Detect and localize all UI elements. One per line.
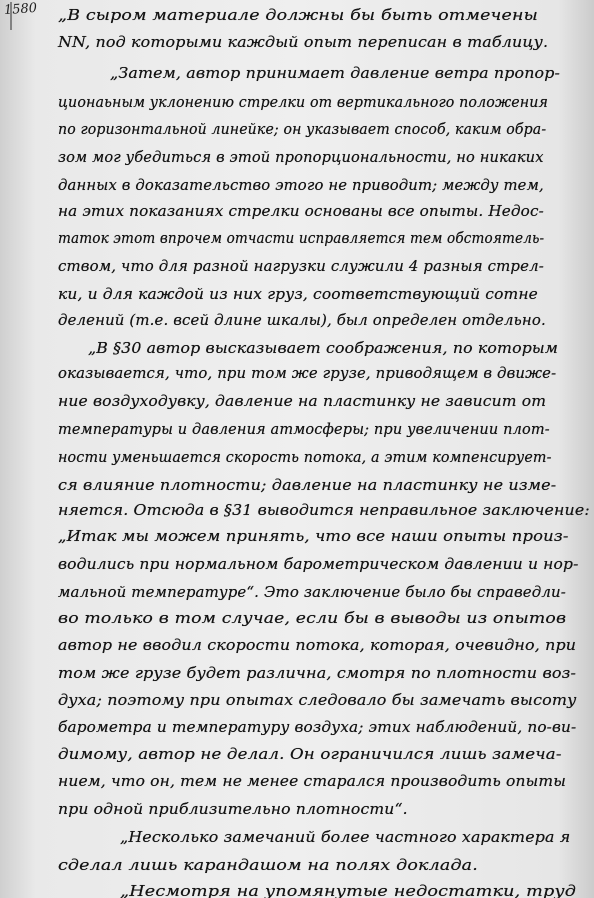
text-line: оказывается, что, при том же грузе, приводящем в движе- xyxy=(58,364,557,382)
text-line: мальной температуре“. Это заключение было бы справедли- xyxy=(58,583,567,601)
text-line: таток этот впрочем отчасти исправляется тем обстоятель- xyxy=(58,229,545,247)
text-line: „Несмотря на упомянутые недостатки, труд xyxy=(120,882,577,898)
text-line: NN, под которыми каждый опыт переписан в таблицу. xyxy=(58,33,549,51)
text-line: „Итак мы можем принять, что все наши опыты произ- xyxy=(58,527,569,545)
text-line: при одной приблизительно плотности“. xyxy=(58,800,408,818)
text-line: ся влияние плотности; давление на пластинку не изме- xyxy=(58,476,557,494)
text-line: данных в доказательство этого не приводит; между тем, xyxy=(58,176,544,194)
text-line: „В §30 автор высказывает соображения, по которым xyxy=(88,339,559,357)
text-line: ности уменьшается скорость потока, а этим компенсирует- xyxy=(58,448,552,466)
text-line: няется. Отсюда в §31 выводится неправильное заключение: xyxy=(58,501,590,519)
text-line: во только в том случае, если бы в выводы из опытов xyxy=(58,609,567,627)
text-line: „Затем, автор принимает давление ветра пропор- xyxy=(110,64,561,82)
text-line: водились при нормальном барометрическом давлении и нор- xyxy=(58,555,579,573)
text-line: нием, что он, тем не менее старался производить опыты xyxy=(58,772,567,790)
text-line: духа; поэтому при опытах следовало бы замечать высоту xyxy=(58,691,577,709)
text-line: автор не вводил скорости потока, которая, очевидно, при xyxy=(58,636,577,654)
text-line: димому, автор не делал. Он ограничился лишь замеча- xyxy=(58,745,562,763)
text-line: ки, и для каждой из них груз, соответствующий сотне xyxy=(58,285,538,303)
text-line: ством, что для разной нагрузки служили 4 разныя стрел- xyxy=(58,257,544,275)
text-line: „В сыром материале должны бы быть отмечены xyxy=(58,6,538,24)
text-line: температуры и давления атмосферы; при увеличении плот- xyxy=(58,420,550,438)
text-line: сделал лишь карандашом на полях доклада. xyxy=(58,856,478,874)
margin-note: 1580 xyxy=(3,0,38,19)
text-line: ционаьным уклонению стрелки от вертикального положения xyxy=(58,93,549,111)
text-line: барометра и температуру воздуха; этих наблюдений, по-ви- xyxy=(58,718,577,736)
text-line: „Несколько замечаний более частного характера я xyxy=(120,828,571,846)
text-line: зом мог убедиться в этой пропорциональности, но никаких xyxy=(58,148,544,166)
text-line: по горизонтальной линейке; он указывает способ, каким обра- xyxy=(58,120,547,138)
text-line: на этих показаниях стрелки основаны все опыты. Недос- xyxy=(58,202,544,220)
text-line: делений (т.е. всей длине шкалы), был определен отдельно. xyxy=(58,311,546,329)
text-line: том же грузе будет различна, смотря по плотности воз- xyxy=(58,664,577,682)
text-line: ние воздуходувку, давление на пластинку не зависит от xyxy=(58,392,547,410)
